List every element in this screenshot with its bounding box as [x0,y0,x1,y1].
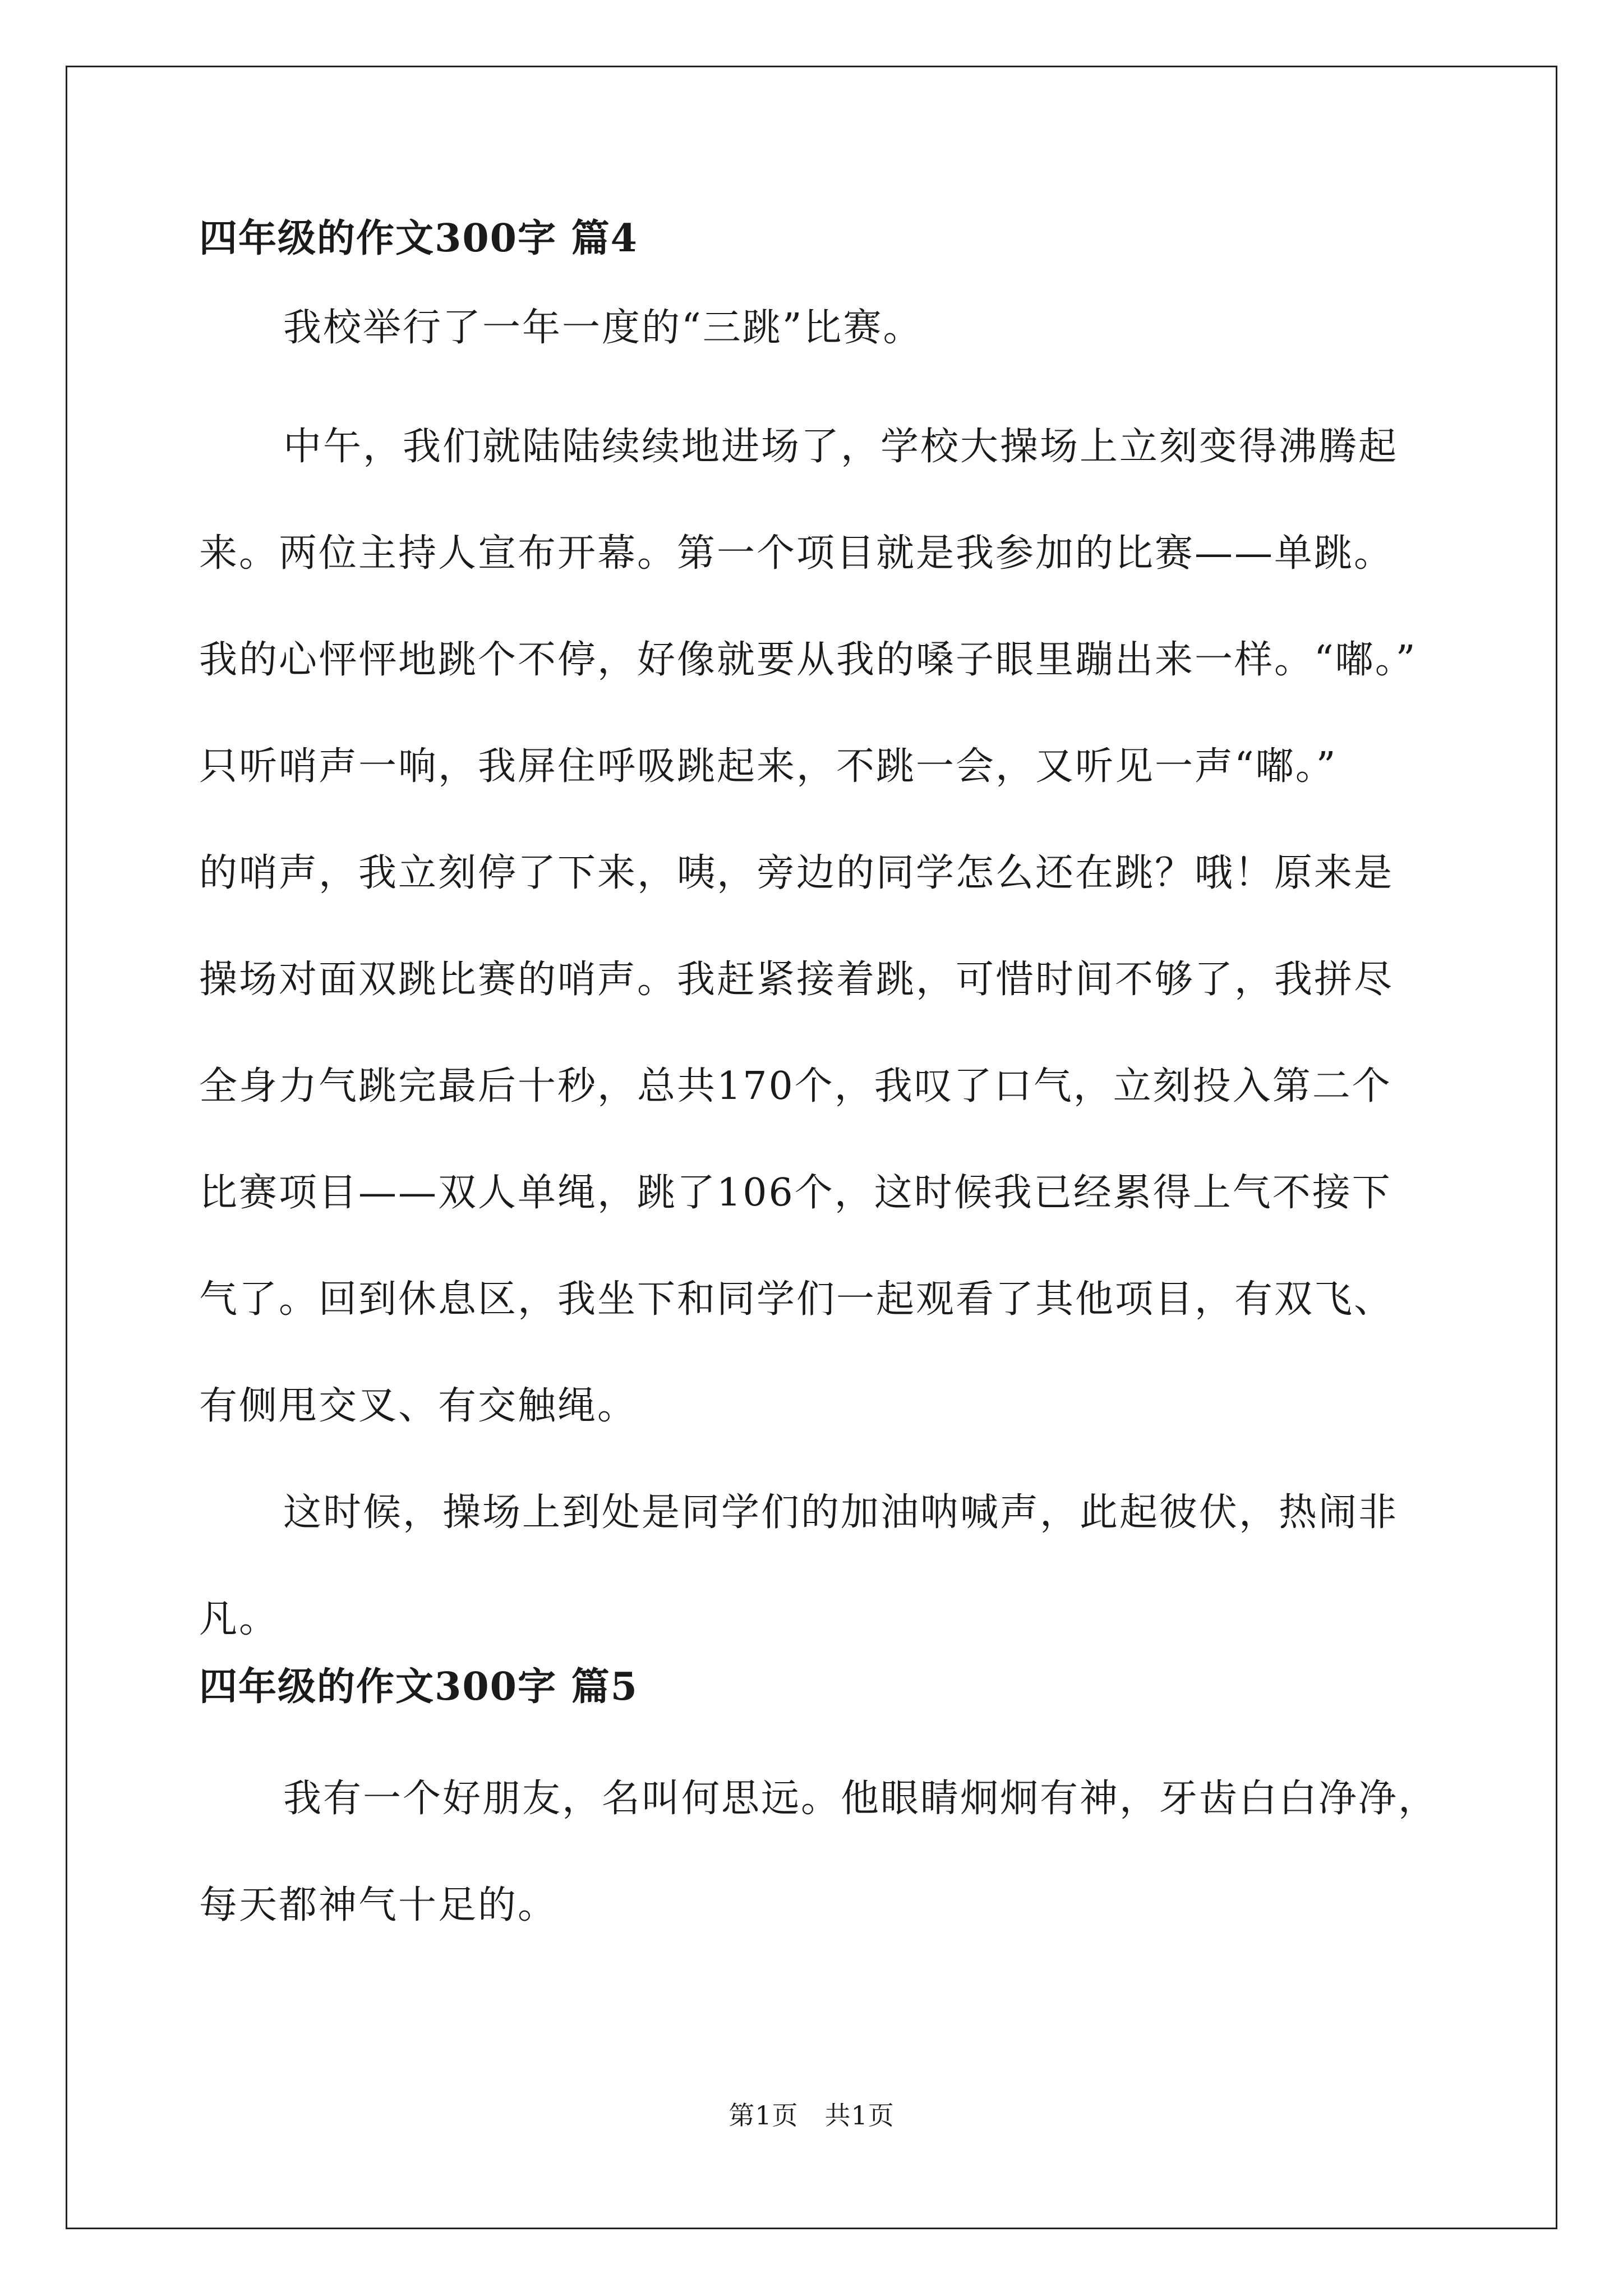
paragraph-line: 我校举行了一年一度的“三跳”比赛。 [283,306,923,350]
document-body [199,213,1455,1959]
paragraph [199,286,1455,370]
paragraph [199,1746,1455,1959]
paragraph [199,1460,1455,1673]
paragraph-line: 这时候，操场上到处是同学们的加油呐喊声，此起彼伏，热闹非 [283,1490,1399,1535]
paragraph-line: 我有一个好朋友，名叫何思远。他眼睛炯炯有神，牙齿白白净净， [283,1777,1438,1821]
section-heading: 四年级的作文300字 篇5 [199,1664,638,1709]
paragraph-line: 比赛项目——双人单绳，跳了106个，这时候我已经累得上气不接下 [199,1171,1392,1215]
section-4 [199,213,1455,1673]
section-heading: 四年级的作文300字 篇4 [199,216,638,261]
paragraph-line: 来。两位主持人宣布开幕。第一个项目就是我参加的比赛——单跳。 [199,531,1394,576]
paragraph-line: 有侧甩交叉、有交触绳。 [199,1384,638,1428]
paragraph-line: 我的心怦怦地跳个不停，好像就要从我的嗓子眼里蹦出来一样。“嘟。” [199,638,1417,682]
paragraph-line: 每天都神气十足的。 [199,1883,558,1927]
paragraph-line: 的哨声，我立刻停了下来，咦，旁边的同学怎么还在跳？哦！原来是 [199,851,1394,895]
paragraph [199,394,1455,1460]
paragraph-line: 操场对面双跳比赛的哨声。我赶紧接着跳，可惜时间不够了，我拼尽 [199,958,1394,1002]
page-number-footer: 第1页 共1页 [728,2100,895,2131]
paragraph-line: 气了。回到休息区，我坐下和同学们一起观看了其他项目，有双飞、 [199,1277,1394,1322]
paragraph-line: 中午，我们就陆陆续续地进场了，学校大操场上立刻变得沸腾起 [283,425,1399,469]
paragraph-line: 凡。 [199,1597,279,1641]
section-5 [199,1662,1455,1959]
paragraph-line: 只听哨声一响，我屏住呼吸跳起来，不跳一会，又听见一声“嘟。” [199,744,1338,789]
paragraph-line: 全身力气跳完最后十秒，总共170个，我叹了口气，立刻投入第二个 [199,1064,1392,1108]
